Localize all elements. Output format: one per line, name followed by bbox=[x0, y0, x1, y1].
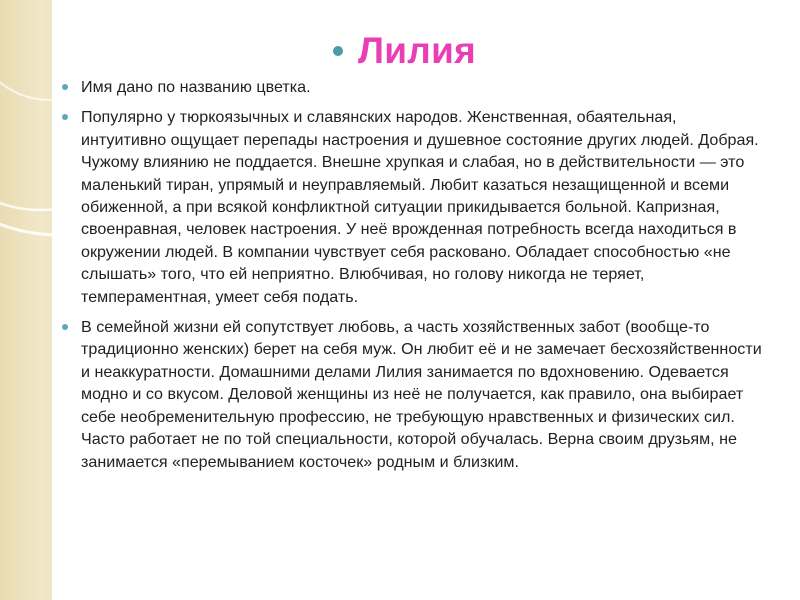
paragraph-text: Имя дано по названию цветка. bbox=[81, 78, 311, 96]
list-item bbox=[62, 106, 764, 308]
bullet-icon bbox=[62, 84, 68, 90]
bullet-icon bbox=[62, 324, 68, 330]
paragraph-text: Популярно у тюркоязычных и славянских народов. Женственная, обаятельная, интуитивно ощущает перепады настроения и душевное состояние других людей. Добрая. Чужому влиянию не поддается. Внешне хрупкая и слабая, но в действительности — это маленький тиран, упрямый и неуправляемый. Любит казаться незащищенной и всеми обиженной, а при всякой конфликтной ситуации прикидывается больной. Капризная, своенравная, человек настроения. У неё врожденная потребность всегда находиться в окружении людей. В компании чувствует себя расковано. Обладает способностью «не слышать» того, что ей неприятно. Влюбчивая, но голову никогда не теряет, темпераментная, умеет себя подать. bbox=[81, 108, 759, 306]
slide-title: Лилия bbox=[358, 30, 477, 71]
title-bullet-icon bbox=[333, 46, 343, 56]
list-item bbox=[62, 316, 764, 473]
paragraph-text: В семейной жизни ей сопутствует любовь, а часть хозяйственных забот (вообще-то традиционно женских) берет на себя муж. Он любит её и не замечает бесхозяйственности и неаккуратности. Домашними делами Лилия занимается по вдохновению. Одевается модно и со вкусом. Деловой женщины из неё не получается, как правило, она выбирает себе необременительную профессию, не требующую нравственных и физических сил. Часто работает не по той специальности, которой обучалась. Верна своим друзьям, не занимается «перемыванием косточек» родным и близким. bbox=[81, 318, 762, 471]
bullet-icon bbox=[62, 114, 68, 120]
left-decorative-stripe bbox=[0, 0, 52, 600]
slide-title-row bbox=[333, 26, 476, 76]
slide-body-list bbox=[62, 76, 764, 481]
list-item bbox=[62, 76, 764, 98]
left-stripe-gradient bbox=[0, 0, 44, 600]
